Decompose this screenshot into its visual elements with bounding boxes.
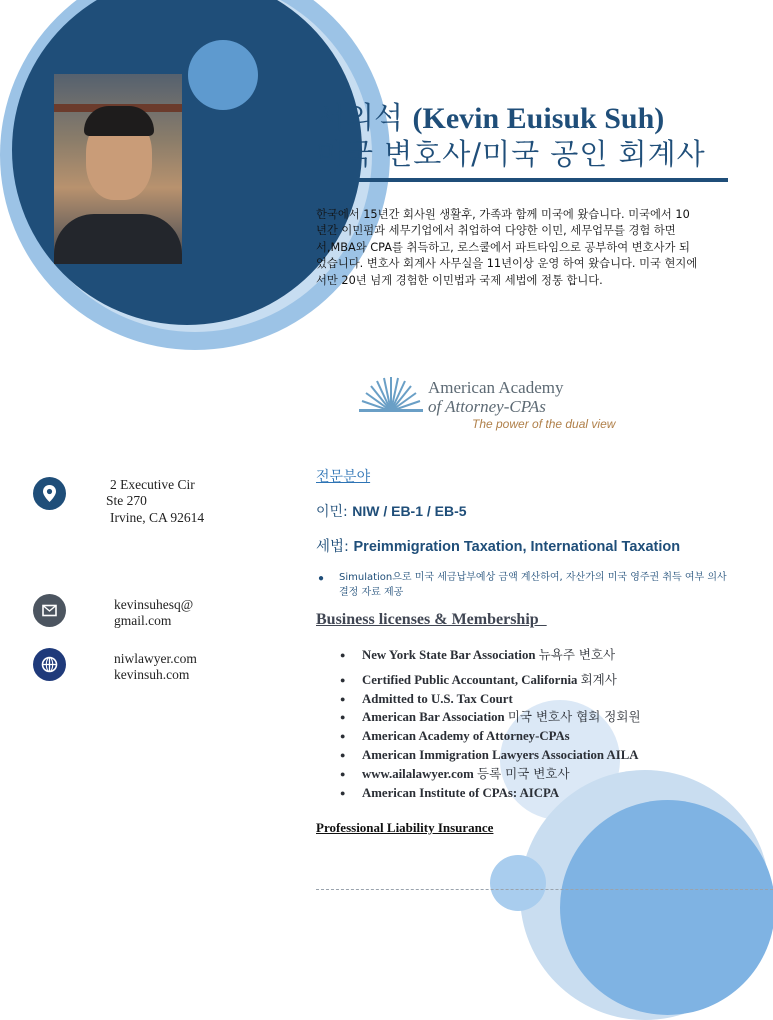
photo-suit — [54, 214, 182, 264]
list-item: ● New York State Bar Association 뉴욕주 변호사 — [340, 646, 740, 665]
website-link-2[interactable]: kevinsuh.com — [114, 667, 190, 682]
insurance-heading: Professional Liability Insurance — [316, 820, 494, 835]
email-line2[interactable]: gmail.com — [114, 613, 172, 628]
address-line3: Irvine, CA 92614 — [110, 510, 205, 525]
business-licenses-list — [340, 646, 740, 802]
profile-photo — [54, 74, 182, 264]
business-licenses-heading: Business licenses & Membership — [316, 611, 547, 628]
list-item: ● American Immigration Lawyers Association AILA — [340, 746, 740, 765]
address-line2: Ste 270 — [106, 493, 147, 508]
website-link-1[interactable]: niwlawyer.com — [114, 651, 197, 666]
sunburst-logo-icon — [359, 373, 423, 417]
title-divider — [316, 178, 728, 182]
decorative-circle-bottom-medium — [560, 800, 773, 1015]
photo-hair — [84, 106, 154, 136]
decorative-circle-bottom-small — [490, 855, 546, 911]
name-english: (Kevin Euisuk Suh) — [412, 102, 665, 135]
profile-name — [316, 93, 664, 137]
list-item[interactable]: ● www.ailalawyer.com 등록 미국 변호사 — [340, 765, 740, 784]
address-line1: 2 Executive Cir — [110, 477, 195, 492]
simulation-text: Simulation으로 미국 세금납부예상 금액 계산하여, 자산가의 미국 영주권 취득 여부 의사 결정 자료 제공 — [339, 572, 727, 598]
profile-title: 미국 변호사/미국 공인 회계사 — [316, 137, 706, 171]
bottom-divider — [316, 889, 773, 890]
globe-icon — [33, 648, 66, 681]
specialty-heading: 전문분야 — [316, 469, 371, 485]
list-item: ● American Academy of Attorney-CPAs — [340, 727, 740, 746]
list-item: ● Admitted to U.S. Tax Court — [340, 690, 740, 709]
email-line1[interactable]: kevinsuhesq@ — [114, 597, 194, 612]
name-korean: 서의석 — [316, 101, 403, 136]
logo-line1: American Academy — [428, 378, 564, 397]
simulation-bullet: ● — [318, 573, 325, 584]
logo-line2: of Attorney-CPAs — [428, 397, 546, 416]
list-item: ● Certified Public Accountant, California 회계사 — [340, 671, 740, 690]
list-item: ● American Institute of CPAs: AICPA — [340, 784, 740, 803]
profile-intro: 한국에서 15년간 회사원 생활후, 가족과 함께 미국에 왔습니다. 미국에서 10년간 이민펌과 세무기업에서 취업하여 다양한 이민, 세무업무를 경험 하면서,MBA와 CPA를 취득하고, 로스쿨에서 파트타임으로 공부하여 변호사가 되었습니다. 변호사 회계사 사무실을 11년이상 운영 하여 왔습니다. 미국 현지에서만 20년 넘게 경험한 이민법과 국제 세법에 정통 합니다. — [316, 208, 698, 287]
immigration-label: 이민: — [316, 504, 353, 520]
tax-value: Preimmigration Taxation, International Taxation — [353, 539, 681, 555]
immigration-value: NIW / EB-1 / EB-5 — [352, 503, 467, 519]
location-pin-icon — [33, 477, 66, 510]
decorative-circle-accent — [188, 40, 258, 110]
envelope-icon — [33, 594, 66, 627]
tax-label: 세법: — [316, 539, 354, 555]
immigration-specialty — [316, 501, 467, 521]
tax-specialty — [316, 535, 680, 556]
logo-tagline: The power of the dual view — [472, 417, 616, 431]
list-item: ● American Bar Association 미국 변호사 협회 정회원 — [340, 708, 740, 727]
